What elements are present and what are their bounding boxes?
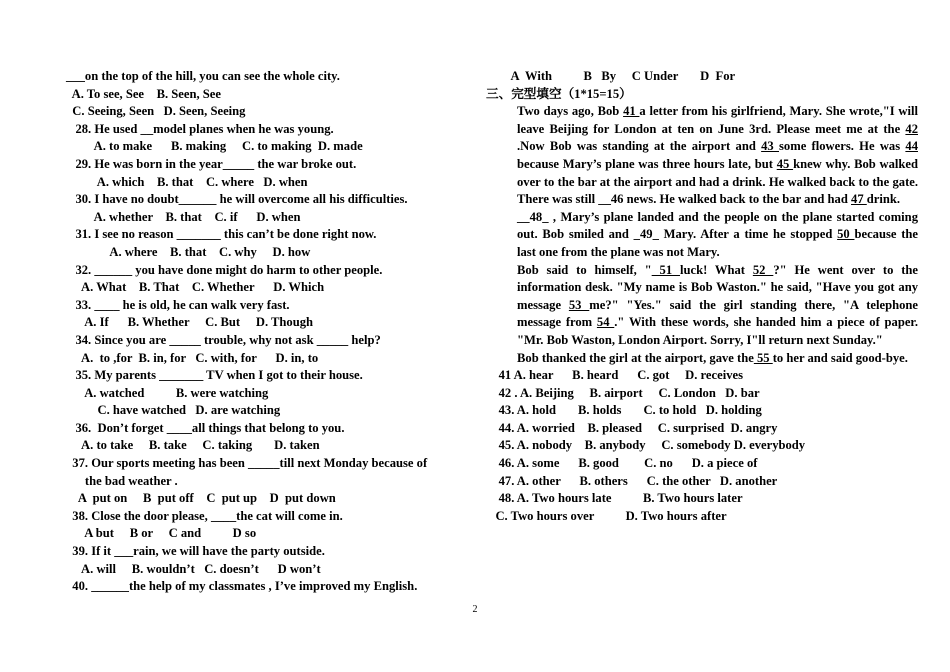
blank-55: 55 xyxy=(753,350,773,365)
question-line-11: A. where B. that C. why D. how xyxy=(66,244,311,259)
option-line-7: 47. A. other B. others C. the other D. another xyxy=(486,473,778,488)
blank-51: 51 xyxy=(651,262,680,277)
section-title: 三、完型填空（1*15=15） xyxy=(486,86,632,101)
cloze-options xyxy=(486,367,918,525)
question-line-21: 36. Don’t forget ____all things that belong to you. xyxy=(66,420,345,435)
blank-47: 47 xyxy=(851,192,867,207)
option-line-3: 43. A. hold B. holds C. to hold D. holding xyxy=(486,403,762,418)
question-line-1: ___on the top of the hill, you can see the whole city. xyxy=(66,69,340,83)
option-line-9: C. Two hours over D. Two hours after xyxy=(486,508,727,523)
question-line-6: 29. He was born in the year_____ the war broke out. xyxy=(66,156,357,171)
question-line-5: A. to make B. making C. to making D. made xyxy=(66,139,363,154)
question-line-7: A. which B. that C. where D. when xyxy=(66,174,308,189)
passage-paragraph-2: __48_ , Mary’s plane landed and the people on the plane started coming out. Bob smiled and _49_ Mary. After a time he stopped 50 because the last one from the plane was not Mary. xyxy=(517,209,918,259)
option-line-2: 42 . A. Beijing B. airport C. London D. bar xyxy=(486,385,760,400)
right-column xyxy=(486,68,918,525)
question-line-23: 37. Our sports meeting has been _____till next Monday because of xyxy=(66,456,428,471)
cloze-passage xyxy=(486,103,918,367)
option-line-1: 41 A. hear B. heard C. got D. receives xyxy=(486,368,743,383)
question-line-17: A. to ,for B. in, for C. with, for D. in, to xyxy=(66,350,319,365)
page-number: 2 xyxy=(472,604,478,615)
left-column xyxy=(66,68,466,596)
option-line-5: 45. A. nobody B. anybody C. somebody D. everybody xyxy=(486,438,806,453)
blank-42: 42 xyxy=(905,121,918,136)
question-line-22: A. to take B. take C. taking D. taken xyxy=(66,438,320,453)
question-line-20: C. have watched D. are watching xyxy=(66,403,281,418)
blank-53: 53 xyxy=(568,297,590,312)
question-line-27: A but B or C and D so xyxy=(66,526,257,541)
question-line-13: A. What B. That C. Whether D. Which xyxy=(66,280,325,295)
question-line-16: 34. Since you are _____ trouble, why not ask _____ help? xyxy=(66,332,381,347)
blank-44: 44 xyxy=(905,139,918,154)
question-line-14: 33. ____ he is old, he can walk very fast. xyxy=(66,297,290,312)
question-line-9: A. whether B. that C. if D. when xyxy=(66,209,301,224)
question-line-25: A put on B put off C put up D put down xyxy=(66,491,336,506)
question-line-12: 32. ______ you have done might do harm to other people. xyxy=(66,262,383,277)
question-line-19: A. watched B. were watching xyxy=(66,385,269,400)
question-line-2: A. To see, See B. Seen, See xyxy=(66,86,221,101)
question-line-28: 39. If it ___rain, we will have the party outside. xyxy=(66,544,325,559)
question-line-18: 35. My parents _______ TV when I got to their house. xyxy=(66,368,363,383)
option-line-6: 46. A. some B. good C. no D. a piece of xyxy=(486,456,758,471)
question-line-26: 38. Close the door please, ____the cat will come in. xyxy=(66,508,343,523)
question-line-29: A. will B. wouldn’t C. doesn’t D won’t xyxy=(66,561,321,576)
question-line-30: 40. ______the help of my classmates , I’ve improved my English. xyxy=(66,579,418,594)
question-line-4: 28. He used __model planes when he was young. xyxy=(66,121,334,136)
option-line-8: 48. A. Two hours late B. Two hours later xyxy=(486,491,743,506)
passage-paragraph-4: Bob thanked the girl at the airport, gave the 55 to her and said good-bye. xyxy=(517,350,908,365)
blank-50: 50 xyxy=(837,227,855,242)
blank-52: 52 xyxy=(752,262,774,277)
question-line-15: A. If B. Whether C. But D. Though xyxy=(66,315,314,330)
question-line-8: 30. I have no doubt______ he will overcome all his difficulties. xyxy=(66,192,408,207)
passage-paragraph-3: Bob said to himself, " 51 luck! What 52 ?" He went over to the information desk. "My name is Bob Waston." he said, "Have you got any message 53 me?" "Yes." said the girl standing there, "A telephone message from 54 ." With these words, she handed him a piece of paper. "Mr. Bob Waston, London Airport. Sorry, I"ll return next Sunday." xyxy=(517,262,919,347)
q40-options: A With B By C Under D For xyxy=(486,69,736,83)
question-line-24: the bad weather . xyxy=(66,473,178,488)
question-line-3: C. Seeing, Seen D. Seen, Seeing xyxy=(66,104,246,119)
blank-54: 54 xyxy=(596,315,615,330)
question-line-10: 31. I see no reason _______ this can’t be done right now. xyxy=(66,227,377,242)
blank-45: 45 xyxy=(776,156,794,171)
option-line-4: 44. A. worried B. pleased C. surprised D. angry xyxy=(486,420,778,435)
blank-41: 41 xyxy=(623,104,640,119)
blank-43: 43 xyxy=(761,139,779,154)
passage-paragraph-1: Two days ago, Bob 41 a letter from his girlfriend, Mary. She wrote,"I will leave Beijing for London at ten on June 3rd. Please meet me at the 42 .Now Bob was standing at the airport and 43 some flowers. He was 44 because Mary’s plane was three hours late, but 45 knew why. Bob walked over to the bar at the airport and had a drink. He walked back to the gate. There was still __46 news. He walked back to the bar and had 47 drink. xyxy=(517,104,919,207)
